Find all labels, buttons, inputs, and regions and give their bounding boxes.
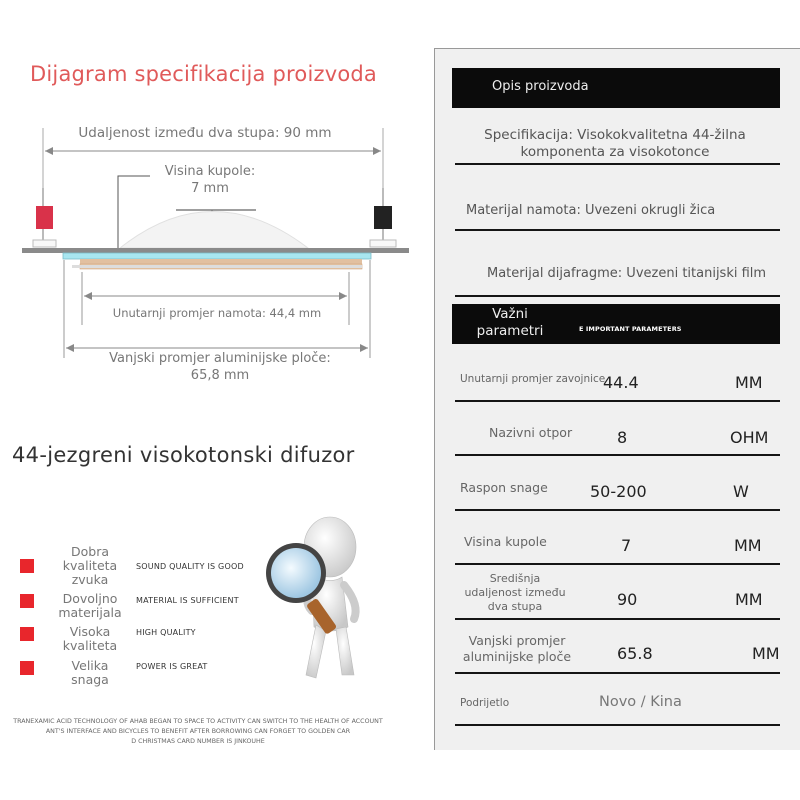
divider (455, 563, 780, 565)
feature-power (20, 659, 220, 693)
param-label: Vanjski promjer aluminijske ploče (462, 633, 572, 664)
param-label: Podrijetlo (460, 697, 510, 709)
spec-diaphragm-material: Materijal dijafragme: Uvezeni titanijski film (487, 266, 767, 281)
product-description-header (452, 68, 780, 108)
param-label: Visina kupole (464, 534, 547, 549)
param-value: Novo / Kina (599, 694, 682, 710)
dome (120, 212, 308, 249)
feature-cn: Visoka kvaliteta (62, 624, 118, 653)
param-label: Nazivni otpor (489, 425, 573, 440)
param-value: 44.4 (603, 373, 639, 392)
divider (455, 618, 780, 620)
param-value: 90 (617, 590, 638, 609)
base-layer (72, 265, 362, 268)
spec-winding-material: Materijal namota: Uvezeni okrugli žica (466, 203, 716, 218)
param-label: Unutarnji promjer zavojnice (460, 373, 606, 385)
feature-cn: Dobra kvaliteta zvuka (62, 544, 118, 587)
param-label: Raspon snage (460, 480, 548, 495)
param-unit: OHM (730, 428, 769, 447)
param-unit: MM (735, 373, 763, 392)
feature-sound-quality (20, 544, 244, 587)
feature-en: MATERIAL IS SUFFICIENT (136, 596, 239, 605)
cyan-layer (63, 253, 371, 259)
param-label: Središnja udaljenost između dva stupa (464, 572, 566, 613)
feature-cn: Dovoljno materijala (58, 591, 122, 620)
divider (455, 163, 780, 165)
param-unit: MM (734, 536, 762, 555)
inner-diameter-label: Unutarnji promjer namota: 44,4 mm (112, 306, 322, 320)
black-terminal-pin (370, 188, 396, 247)
divider (455, 724, 780, 726)
spec-specification: Specifikacija: Visokokvalitetna 44-žilna komponenta za visokotonce (484, 127, 746, 160)
divider (455, 509, 780, 511)
dome-height-label: Visina kupole: 7 mm (164, 164, 256, 196)
divider (455, 229, 780, 231)
param-unit: MM (752, 644, 780, 663)
feature-en: SOUND QUALITY IS GOOD (136, 562, 244, 571)
aluminium-plate (22, 248, 409, 253)
params-header-en: E IMPORTANT PARAMETERS (579, 325, 682, 333)
feature-cn: Velika snaga (71, 658, 109, 687)
feature-high-quality (20, 625, 220, 659)
important-params-header (452, 304, 780, 344)
param-value: 8 (617, 428, 628, 447)
params-header-label: Važni parametri (476, 306, 544, 339)
red-terminal-pin (33, 188, 56, 247)
param-unit: MM (735, 590, 763, 609)
red-square-icon (20, 594, 34, 608)
red-square-icon (20, 559, 34, 573)
outer-diameter-label: Vanjski promjer aluminijske ploče: 65,8 mm (109, 351, 331, 383)
param-value: 50-200 (590, 482, 647, 501)
feature-material (20, 591, 239, 626)
magnifier-figure-icon (262, 515, 372, 685)
divider (455, 454, 780, 456)
red-square-icon (20, 627, 34, 641)
header-label: Opis proizvoda (492, 79, 589, 94)
divider (455, 672, 780, 674)
red-square-icon (20, 661, 34, 675)
param-value: 65.8 (617, 644, 653, 663)
product-title: 44-jezgreni visokotonski difuzor (12, 443, 355, 467)
speaker-diagram (0, 0, 430, 400)
diagram-title: Dijagram specifikacija proizvoda (30, 62, 377, 86)
feature-en: POWER IS GREAT (136, 662, 208, 671)
param-unit: W (733, 482, 749, 501)
divider (455, 400, 780, 402)
param-value: 7 (621, 536, 632, 555)
feature-en: HIGH QUALITY (136, 628, 196, 637)
fine-print: TRANEXAMIC ACID TECHNOLOGY OF AHAB BEGAN TO SPACE TO ACTIVITY CAN SWITCH TO THE HEALTH OF ACCOUNT ANT'S INTERFACE AND BICYCLES TO BENEFIT AFTER BORROWING CAN FORGET TO GOLDEN CAR D CHRISTMAS CARD NUMBER IS JINKOUHE (13, 718, 383, 745)
copper-layer (80, 259, 362, 264)
distance-label: Udaljenost između dva stupa: 90 mm (78, 125, 332, 141)
divider (455, 295, 780, 297)
